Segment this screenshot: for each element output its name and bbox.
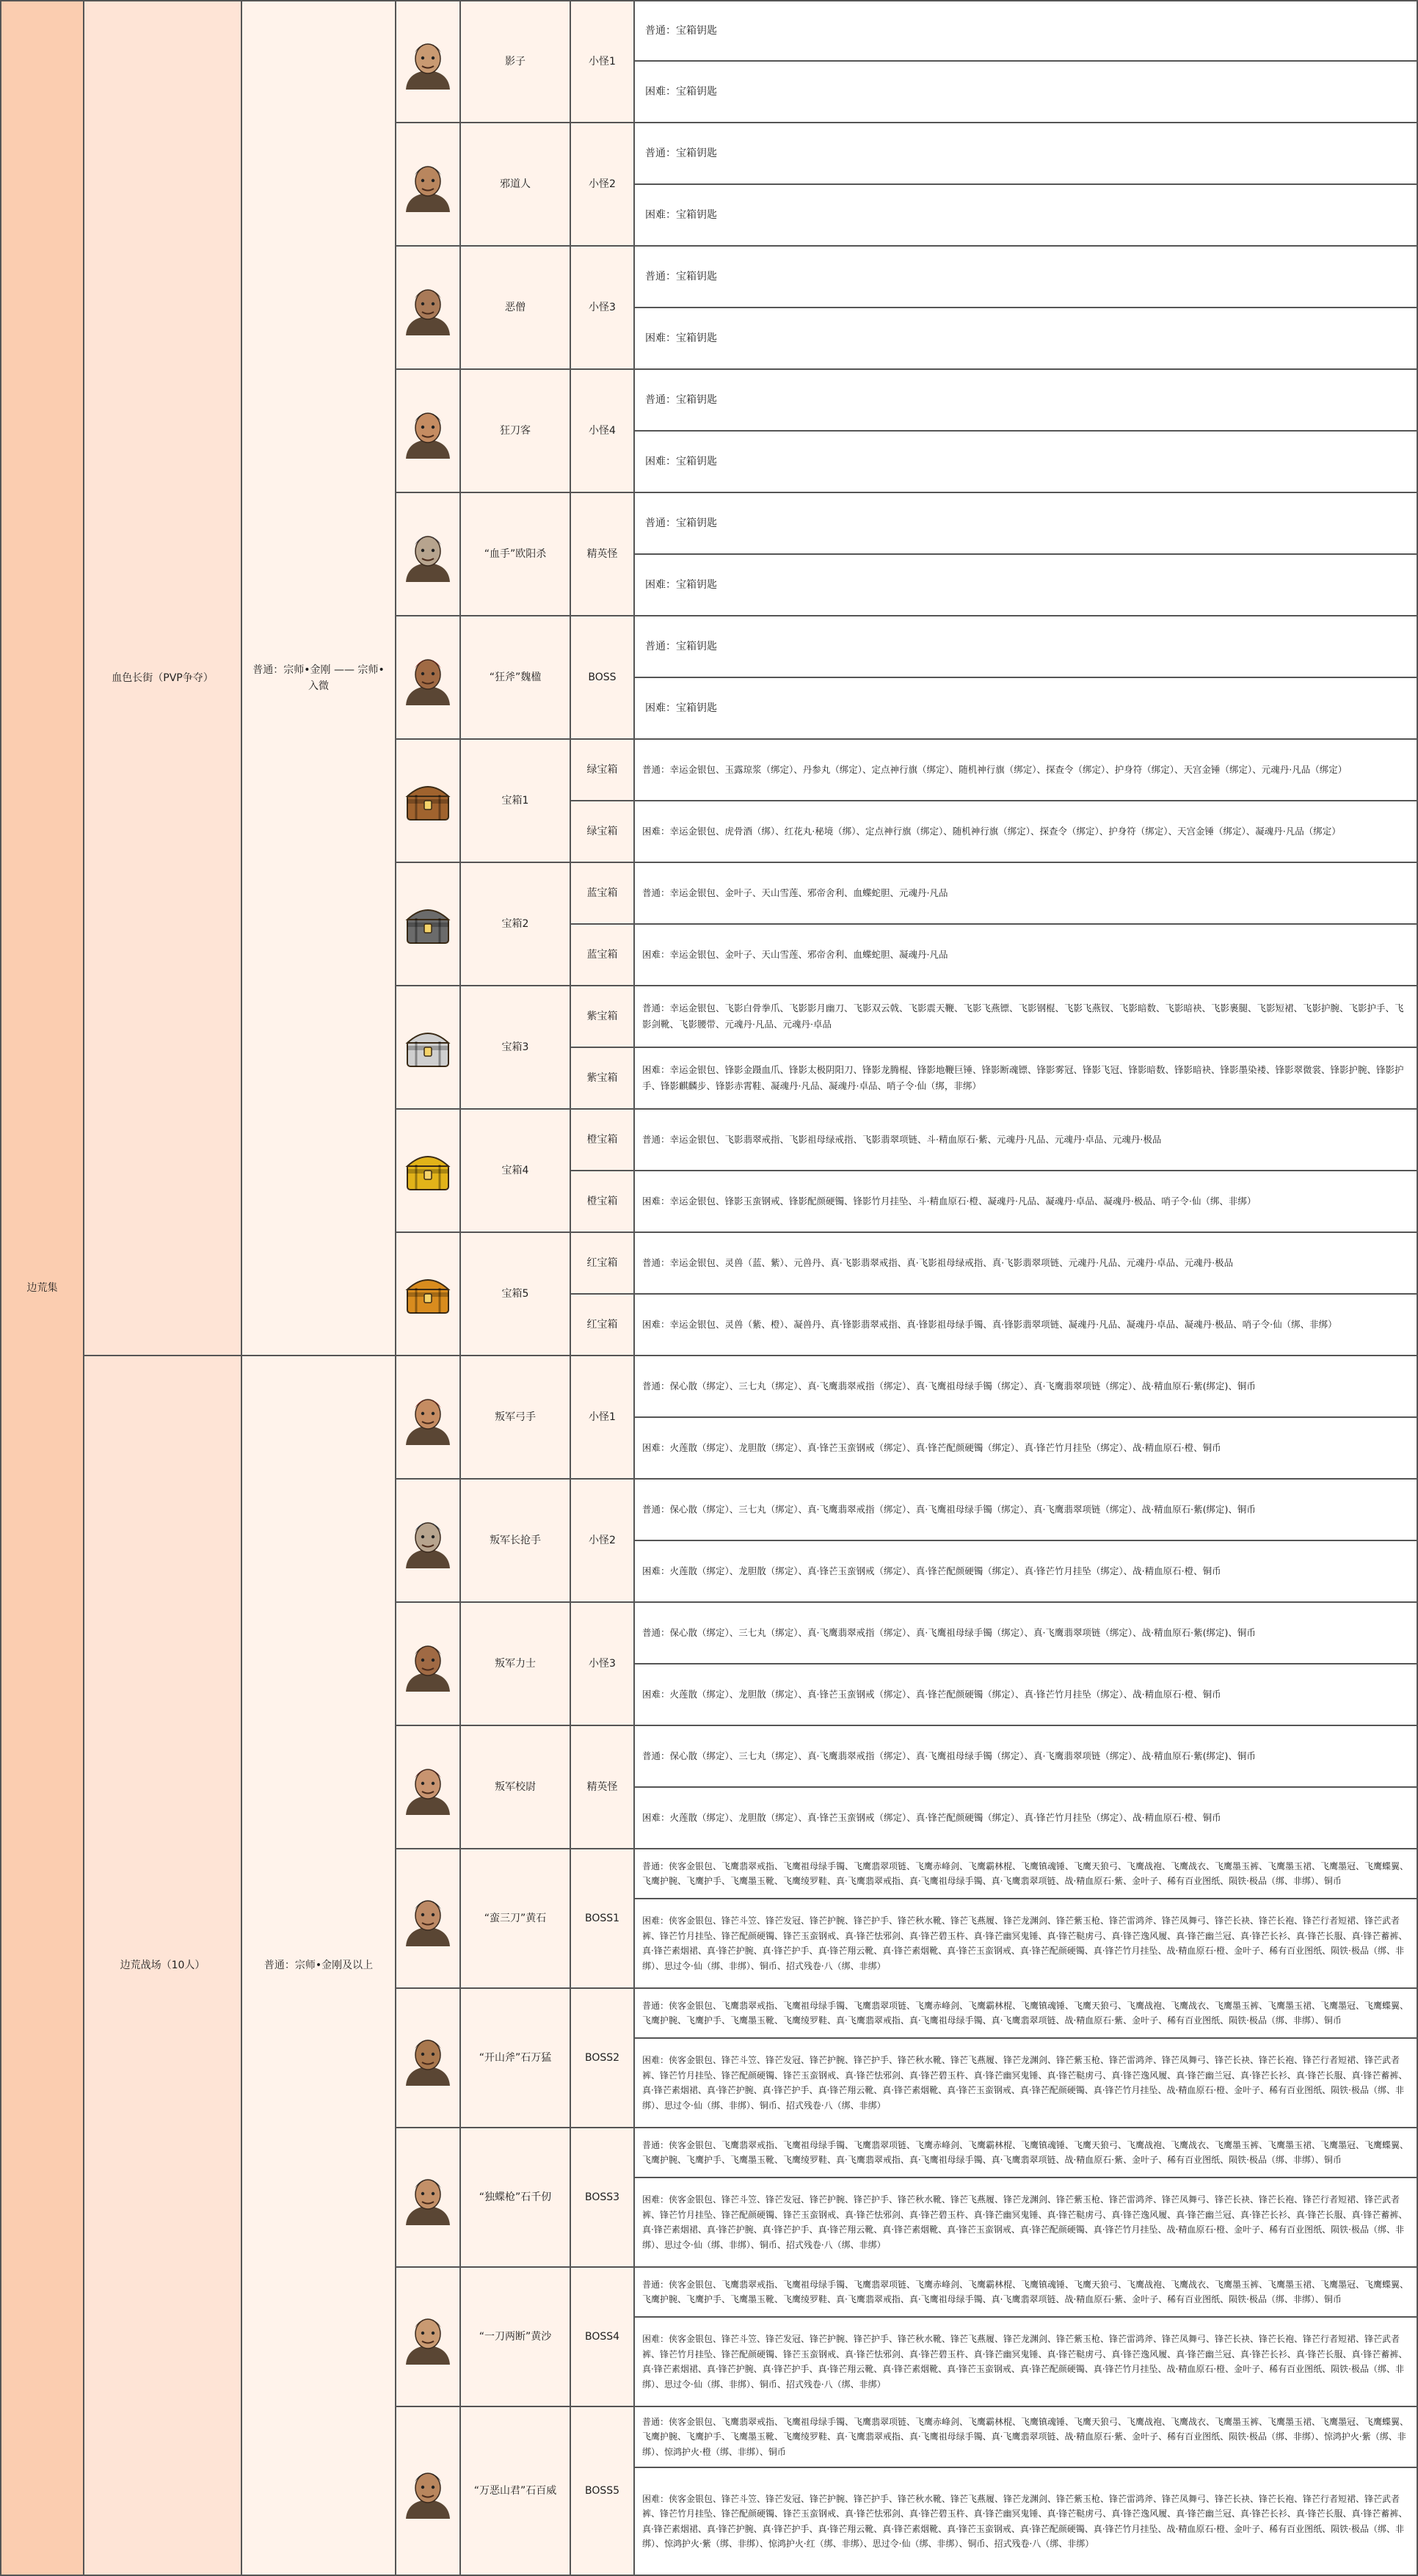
portrait-cell (396, 0, 461, 123)
portrait-cell (396, 370, 461, 493)
drop-hard-cell-text: 困难：侠客金银包、锋芒斗笠、锋芒发冠、锋芒护腕、锋芒护手、锋芒秋水靴、锋芒飞燕履、锋芒龙渊剑、锋芒紫玉枪、锋芒雷鸿斧、锋芒凤舞弓、锋芒长袂、锋芒长袍、锋芒行者短裙、锋芒武者裤、锋芒竹月挂坠、锋芒配颜硬镯、锋芒玉蛮钢戒、真·锋芒怯邪剑、真·锋芒碧玉杵、真·锋芒幽冥鬼锤、真·锋芒鞑虏弓、真·锋芒逸风履、真·锋芒幽兰冠、真·锋芒长衫、真·锋芒长服、真·锋芒蓄裤、真·锋芒素烟裙、真·锋芒护腕、真·锋芒护手、真·锋芒翔云靴、真·锋芒素烟靴、真·锋芒玉蛮钢戒、真·锋芒配颜硬镯、真·锋芒竹月挂坠、战·精血原石·橙、金叶子、稀有百业图纸、陨铁·极品（绑、非绑）、思过令·仙（绑、非绑）、铜币、招式残卷·八（绑、非绑） (642, 2334, 1408, 2390)
drop-normal-cell-text: 普通：侠客金银包、飞鹰翡翠戒指、飞鹰祖母绿手镯、飞鹰翡翠项链、飞鹰赤峰剑、飞鹰霸林棍、飞鹰镇魂锤、飞鹰天狼弓、飞鹰战袍、飞鹰战衣、飞鹰墨玉裤、飞鹰墨玉裙、飞鹰墨冠、飞鹰蝶翼、飞鹰护腕、飞鹰护手、飞鹰墨玉靴、飞鹰绫罗鞋、真·飞鹰翡翠戒指、真·飞鹰祖母绿手镯、真·飞鹰翡翠项链、战·精血原石·紫、金叶子、稀有百业图纸、陨铁·极品（绑、非绑）、铜币 (642, 1860, 1409, 1886)
portrait-cell (396, 1603, 461, 1726)
drop-hard-cell-text: 困难：火莲散（绑定）、龙胆散（绑定）、真·锋芒玉蛮钢戒（绑定）、真·锋芒配颜硬镯（绑定）、真·锋芒竹月挂坠（绑定）、战·精血原石·橙、铜币 (642, 1442, 1221, 1453)
drop-normal-cell (635, 616, 1418, 678)
boss5-portrait (400, 2463, 456, 2519)
enemy-type-cell (571, 1989, 635, 2128)
enemy-name-cell (461, 0, 571, 123)
drop-normal-cell (635, 1480, 1418, 1541)
drop-normal-cell (635, 2128, 1418, 2178)
portrait-cell (396, 1989, 461, 2128)
portrait-cell (396, 247, 461, 370)
enemy-type-cell-text: 小怪2 (589, 178, 616, 190)
boss2-portrait (400, 2030, 456, 2086)
chest-name-cell (461, 863, 571, 986)
chest-type-cell (571, 1295, 635, 1356)
enemy-name-cell-text: “一刀两断”黄沙 (479, 2331, 552, 2343)
chest-name-cell (461, 986, 571, 1110)
drop-normal-cell (635, 0, 1418, 62)
enemy-type-cell-text: 精英怪 (586, 1781, 618, 1793)
portrait-cell (396, 2268, 461, 2407)
enemy-type-cell (571, 1603, 635, 1726)
zone-name-cell (84, 1356, 242, 2576)
drop-hard-cell (635, 1048, 1418, 1110)
zone-difficulty-cell (242, 1356, 396, 2576)
drop-normal-cell (635, 370, 1418, 432)
drop-hard-cell-text: 困难：宝箱钥匙 (645, 702, 717, 714)
drop-normal-cell (635, 247, 1418, 308)
enemy-name-cell (461, 1603, 571, 1726)
enemy-name-cell-text: 邪道人 (500, 178, 531, 190)
drop-hard-cell-text: 困难：幸运金银包、锋影金蹑血爪、锋影太极阴阳刀、锋影龙腾棍、锋影地鞭巨锤、锋影断魂镖、锋影雾冠、锋影飞冠、锋影暗数、锋影暗袂、锋影墨染褛、锋影翠微裳、锋影护腕、锋影护手、锋影麒麟步、锋影赤霄鞋、凝魂丹·凡品、凝魂丹·卓品、哨子令·仙（绑，非绑） (642, 1064, 1404, 1091)
enemy-name-cell-text: 叛军长抢手 (490, 1535, 541, 1546)
enemy-type-cell (571, 1356, 635, 1480)
enemy-type-cell (571, 493, 635, 616)
elite-portrait (400, 526, 456, 582)
drop-normal-cell (635, 1356, 1418, 1418)
enemy-type-cell (571, 1849, 635, 1989)
chest-type-cell (571, 801, 635, 863)
drop-normal-cell-text: 普通：幸运金银包、金叶子、天山雪莲、邪帝舍利、血蝶蛇胆、元魂丹·凡品 (642, 887, 948, 898)
drop-hard-cell (635, 2178, 1418, 2268)
drop-hard-cell (635, 308, 1418, 370)
chest-name-cell-text: 宝箱3 (501, 1041, 529, 1053)
boss-portrait (400, 650, 456, 705)
drop-hard-cell-text: 困难：侠客金银包、锋芒斗笠、锋芒发冠、锋芒护腕、锋芒护手、锋芒秋水靴、锋芒飞燕履、锋芒龙渊剑、锋芒紫玉枪、锋芒雷鸿斧、锋芒凤舞弓、锋芒长袂、锋芒长袍、锋芒行者短裙、锋芒武者裤、锋芒竹月挂坠、锋芒配颜硬镯、锋芒玉蛮钢戒、真·锋芒怯邪剑、真·锋芒碧玉杵、真·锋芒幽冥鬼锤、真·锋芒鞑虏弓、真·锋芒逸风履、真·锋芒幽兰冠、真·锋芒长衫、真·锋芒长服、真·锋芒蓄裤、真·锋芒素烟裙、真·锋芒护腕、真·锋芒护手、真·锋芒翔云靴、真·锋芒素烟靴、真·锋芒玉蛮钢戒、真·锋芒配颜硬镯、真·锋芒竹月挂坠、战·精血原石·橙、金叶子、稀有百业图纸、陨铁·极品（绑、非绑）、思过令·仙（绑、非绑）、铜币、招式残卷·八（绑、非绑） (642, 2055, 1408, 2111)
chest-icon-cell (396, 1110, 461, 1233)
drop-normal-cell-text: 普通：宝箱钥匙 (645, 394, 717, 406)
enemy-type-cell-text: 小怪3 (589, 302, 616, 313)
enemy-type-cell-text: 小怪1 (589, 1411, 616, 1423)
portrait-cell (396, 493, 461, 616)
chest-name-cell-text: 宝箱5 (501, 1288, 529, 1300)
drop-hard-cell-text: 困难：幸运金银包、金叶子、天山雪莲、邪帝舍利、血蝶蛇胆、凝魂丹·凡品 (642, 949, 948, 960)
enemy-name-cell-text: 叛军校尉 (495, 1781, 536, 1793)
enemy-name-cell-text: 叛军力士 (495, 1658, 536, 1670)
portrait-cell (396, 616, 461, 740)
ornate-chest-icon (400, 1266, 456, 1322)
drop-hard-cell (635, 2318, 1418, 2407)
enemy-type-cell (571, 2128, 635, 2268)
monk-portrait (400, 280, 456, 335)
chest-type-cell-text: 橙宝箱 (586, 1196, 618, 1207)
chest-type-cell-text: 红宝箱 (586, 1257, 618, 1269)
enemy-name-cell (461, 616, 571, 740)
drop-normal-cell-text: 普通：保心散（绑定）、三七丸（绑定）、真·飞鹰翡翠戒指（绑定）、真·飞鹰祖母绿手镯（绑定）、真·飞鹰翡翠项链（绑定）、战·精血原石·紫(绑定)、铜币 (642, 1627, 1256, 1638)
drop-normal-cell-text: 普通：宝箱钥匙 (645, 25, 717, 37)
chest-type-cell (571, 863, 635, 925)
portrait-cell (396, 1726, 461, 1849)
enemy-name-cell (461, 1989, 571, 2128)
enemy-name-cell (461, 247, 571, 370)
enemy-name-cell (461, 1356, 571, 1480)
drop-normal-cell-text: 普通：侠客金银包、飞鹰翡翠戒指、飞鹰祖母绿手镯、飞鹰翡翠项链、飞鹰赤峰剑、飞鹰霸林棍、飞鹰镇魂锤、飞鹰天狼弓、飞鹰战袍、飞鹰战衣、飞鹰墨玉裤、飞鹰墨玉裙、飞鹰墨冠、飞鹰蝶翼、飞鹰护腕、飞鹰护手、飞鹰墨玉靴、飞鹰绫罗鞋、真·飞鹰翡翠戒指、真·飞鹰祖母绿手镯、真·飞鹰翡翠项链、战·精血原石·紫、金叶子、稀有百业图纸、陨铁·极品（绑、非绑）、铜币 (642, 2279, 1409, 2304)
portrait-cell (396, 123, 461, 247)
drop-hard-cell-text: 困难：侠客金银包、锋芒斗笠、锋芒发冠、锋芒护腕、锋芒护手、锋芒秋水靴、锋芒飞燕履、锋芒龙渊剑、锋芒紫玉枪、锋芒雷鸿斧、锋芒凤舞弓、锋芒长袂、锋芒长袍、锋芒行者短裙、锋芒武者裤、锋芒竹月挂坠、锋芒配颜硬镯、锋芒玉蛮钢戒、真·锋芒怯邪剑、真·锋芒碧玉杵、真·锋芒幽冥鬼锤、真·锋芒鞑虏弓、真·锋芒逸风履、真·锋芒幽兰冠、真·锋芒长衫、真·锋芒长服、真·锋芒蓄裤、真·锋芒素烟裙、真·锋芒护腕、真·锋芒护手、真·锋芒翔云靴、真·锋芒素烟靴、真·锋芒玉蛮钢戒、真·锋芒配颜硬镯、真·锋芒竹月挂坠、战·精血原石·橙、金叶子、稀有百业图纸、陨铁·极品（绑、非绑）、惊鸿护火·紫（绑、非绑）、惊鸿护火·红（绑、非绑）、思过令·仙（绑、非绑）、铜币、招式残卷·八（绑、非绑） (642, 2493, 1408, 2549)
region-cell (0, 0, 84, 2576)
zone-difficulty-cell-text: 普通：宗师•金刚及以上 (263, 1960, 374, 1971)
enemy-type-cell (571, 0, 635, 123)
drop-hard-cell-text: 困难：幸运金银包、虎骨酒（绑）、红花丸·秘境（绑）、定点神行旗（绑定）、随机神行旗（绑定）、探查令（绑定）、护身符（绑定）、天宫金锤（绑定）、凝魂丹·凡品（绑定） (642, 826, 1341, 837)
drop-normal-cell-text: 普通：幸运金银包、灵兽（蓝、紫）、元兽丹、真·飞影翡翠戒指、真·飞影祖母绿戒指、真·飞影翡翠项链、元魂丹·凡品、元魂丹·卓品、元魂丹·极品 (642, 1257, 1234, 1268)
enemy-type-cell-text: 小怪4 (589, 425, 616, 437)
drop-hard-cell-text: 困难：宝箱钥匙 (645, 209, 717, 221)
chest-name-cell-text: 宝箱2 (501, 918, 529, 930)
white-chest-icon (400, 1019, 456, 1075)
chest-icon-cell (396, 740, 461, 863)
chest-type-cell (571, 740, 635, 801)
enemy-name-cell-text: “蛮三刀”黄石 (484, 1913, 547, 1924)
drop-hard-cell (635, 432, 1418, 493)
wooden-chest-icon (400, 773, 456, 829)
enemy-type-cell-text: BOSS2 (584, 2052, 620, 2064)
drop-normal-cell (635, 740, 1418, 801)
drop-normal-cell (635, 863, 1418, 925)
chest-type-cell-text: 紫宝箱 (586, 1011, 618, 1022)
chest-name-cell-text: 宝箱1 (501, 795, 529, 807)
portrait-cell (396, 1849, 461, 1989)
enemy-name-cell-text: “万恶山君”石百威 (473, 2485, 557, 2497)
enemy-type-cell (571, 1726, 635, 1849)
taoist-portrait (400, 156, 456, 212)
enemy-type-cell (571, 2268, 635, 2407)
enemy-name-cell-text: 叛军弓手 (495, 1411, 536, 1423)
drop-hard-cell (635, 62, 1418, 123)
drop-normal-cell (635, 1233, 1418, 1295)
chest-type-cell-text: 红宝箱 (586, 1319, 618, 1331)
enemy-type-cell-text: 小怪1 (589, 56, 616, 68)
enemy-type-cell-text: 小怪3 (589, 1658, 616, 1670)
drop-normal-cell-text: 普通：保心散（绑定）、三七丸（绑定）、真·飞鹰翡翠戒指（绑定）、真·飞鹰祖母绿手镯（绑定）、真·飞鹰翡翠项链（绑定）、战·精血原石·紫(绑定)、铜币 (642, 1504, 1256, 1515)
chest-type-cell-text: 绿宝箱 (586, 764, 618, 776)
drop-hard-cell-text: 困难：宝箱钥匙 (645, 579, 717, 591)
drop-hard-cell-text: 困难：侠客金银包、锋芒斗笠、锋芒发冠、锋芒护腕、锋芒护手、锋芒秋水靴、锋芒飞燕履、锋芒龙渊剑、锋芒紫玉枪、锋芒雷鸿斧、锋芒凤舞弓、锋芒长袂、锋芒长袍、锋芒行者短裙、锋芒武者裤、锋芒竹月挂坠、锋芒配颜硬镯、锋芒玉蛮钢戒、真·锋芒怯邪剑、真·锋芒碧玉杵、真·锋芒幽冥鬼锤、真·锋芒鞑虏弓、真·锋芒逸风履、真·锋芒幽兰冠、真·锋芒长衫、真·锋芒长服、真·锋芒蓄裤、真·锋芒素烟裙、真·锋芒护腕、真·锋芒护手、真·锋芒翔云靴、真·锋芒素烟靴、真·锋芒玉蛮钢戒、真·锋芒配颜硬镯、真·锋芒竹月挂坠、战·精血原石·橙、金叶子、稀有百业图纸、陨铁·极品（绑、非绑）、思过令·仙（绑、非绑）、铜币、招式残卷·八（绑、非绑） (642, 2194, 1408, 2250)
enemy-name-cell (461, 1480, 571, 1603)
chest-name-cell-text: 宝箱4 (501, 1165, 529, 1176)
chest-type-cell-text: 蓝宝箱 (586, 887, 618, 899)
drop-hard-cell-text: 困难：火莲散（绑定）、龙胆散（绑定）、真·锋芒玉蛮钢戒（绑定）、真·锋芒配颜硬镯（绑定）、真·锋芒竹月挂坠（绑定）、战·精血原石·橙、铜币 (642, 1689, 1221, 1700)
drop-hard-cell-text: 困难：宝箱钥匙 (645, 86, 717, 98)
drop-hard-cell (635, 2039, 1418, 2128)
drop-hard-cell (635, 801, 1418, 863)
drop-normal-cell-text: 普通：幸运金银包、飞影翡翠戒指、飞影祖母绿戒指、飞影翡翠项链、斗·精血原石·紫、元魂丹·凡品、元魂丹·卓品、元魂丹·极品 (642, 1134, 1162, 1145)
chest-type-cell (571, 1171, 635, 1233)
drop-normal-cell (635, 493, 1418, 555)
drop-normal-cell-text: 普通：宝箱钥匙 (645, 641, 717, 652)
enemy-name-cell (461, 2128, 571, 2268)
drop-normal-cell-text: 普通：保心散（绑定）、三七丸（绑定）、真·飞鹰翡翠戒指（绑定）、真·飞鹰祖母绿手镯（绑定）、真·飞鹰翡翠项链（绑定）、战·精血原石·紫(绑定)、铜币 (642, 1750, 1256, 1761)
enemy-type-cell-text: 小怪2 (589, 1535, 616, 1546)
drop-normal-cell (635, 1849, 1418, 1899)
enemy-type-cell (571, 1480, 635, 1603)
drop-normal-cell-text: 普通：侠客金银包、飞鹰翡翠戒指、飞鹰祖母绿手镯、飞鹰翡翠项链、飞鹰赤峰剑、飞鹰霸林棍、飞鹰镇魂锤、飞鹰天狼弓、飞鹰战袍、飞鹰战衣、飞鹰墨玉裤、飞鹰墨玉裙、飞鹰墨冠、飞鹰蝶翼、飞鹰护腕、飞鹰护手、飞鹰墨玉靴、飞鹰绫罗鞋、真·飞鹰翡翠戒指、真·飞鹰祖母绿手镯、真·飞鹰翡翠项链、战·精血原石·紫、金叶子、稀有百业图纸、陨铁·极品（绑、非绑）、铜币 (642, 2139, 1409, 2165)
drop-normal-cell-text: 普通：幸运金银包、玉露琼浆（绑定）、丹参丸（绑定）、定点神行旗（绑定）、随机神行旗（绑定）、探查令（绑定）、护身符（绑定）、天宫金锤（绑定）、元魂丹·凡品（绑定） (642, 764, 1348, 775)
enemy-name-cell-text: “开山斧”石万猛 (479, 2052, 552, 2064)
drop-hard-cell (635, 1295, 1418, 1356)
drop-normal-cell-text: 普通：保心散（绑定）、三七丸（绑定）、真·飞鹰翡翠戒指（绑定）、真·飞鹰祖母绿手镯（绑定）、真·飞鹰翡翠项链（绑定）、战·精血原石·紫(绑定)、铜币 (642, 1380, 1256, 1391)
enemy-type-cell-text: BOSS5 (584, 2485, 620, 2497)
chest-type-cell-text: 紫宝箱 (586, 1072, 618, 1084)
chest-type-cell-text: 橙宝箱 (586, 1134, 618, 1146)
boss4-portrait (400, 2309, 456, 2365)
drop-normal-cell (635, 2268, 1418, 2318)
drop-hard-cell (635, 678, 1418, 740)
drop-hard-cell-text: 困难：宝箱钥匙 (645, 456, 717, 467)
drop-hard-cell-text: 困难：火莲散（绑定）、龙胆散（绑定）、真·锋芒玉蛮钢戒（绑定）、真·锋芒配颜硬镯（绑定）、真·锋芒竹月挂坠（绑定）、战·精血原石·橙、铜币 (642, 1812, 1221, 1823)
drop-hard-cell (635, 2468, 1418, 2576)
drop-hard-cell (635, 185, 1418, 247)
chest-icon-cell (396, 863, 461, 986)
enemy-name-cell (461, 1849, 571, 1989)
silver-chest-icon (400, 896, 456, 952)
enemy-type-cell-text: BOSS1 (584, 1913, 620, 1924)
portrait-cell (396, 1356, 461, 1480)
chest-type-cell (571, 986, 635, 1048)
portrait-cell (396, 2128, 461, 2268)
drop-normal-cell-text: 普通：侠客金银包、飞鹰翡翠戒指、飞鹰祖母绿手镯、飞鹰翡翠项链、飞鹰赤峰剑、飞鹰霸林棍、飞鹰镇魂锤、飞鹰天狼弓、飞鹰战袍、飞鹰战衣、飞鹰墨玉裤、飞鹰墨玉裙、飞鹰墨冠、飞鹰蝶翼、飞鹰护腕、飞鹰护手、飞鹰墨玉靴、飞鹰绫罗鞋、真·飞鹰翡翠戒指、真·飞鹰祖母绿手镯、真·飞鹰翡翠项链、战·精血原石·紫、金叶子、稀有百业图纸、陨铁·极品（绑、非绑）、铜币 (642, 2000, 1409, 2026)
drop-normal-cell (635, 1603, 1418, 1664)
enemy-type-cell-text: BOSS (588, 672, 617, 683)
region-cell-text: 边荒集 (26, 1282, 58, 1294)
archer-portrait (400, 1389, 456, 1445)
portrait-cell (396, 1480, 461, 1603)
drop-normal-cell (635, 2407, 1418, 2468)
drop-normal-cell (635, 1110, 1418, 1171)
enemy-name-cell (461, 370, 571, 493)
enemy-type-cell (571, 247, 635, 370)
chest-name-cell (461, 1233, 571, 1356)
gold-chest-icon (400, 1143, 456, 1198)
enemy-name-cell (461, 493, 571, 616)
enemy-name-cell-text: 影子 (505, 56, 526, 68)
spearman-portrait (400, 1513, 456, 1568)
enemy-type-cell-text: BOSS3 (584, 2191, 620, 2203)
drop-hard-cell (635, 1788, 1418, 1849)
drop-hard-cell-text: 困难：火莲散（绑定）、龙胆散（绑定）、真·锋芒玉蛮钢戒（绑定）、真·锋芒配颜硬镯（绑定）、真·锋芒竹月挂坠（绑定）、战·精血原石·橙、铜币 (642, 1565, 1221, 1576)
chest-type-cell (571, 1110, 635, 1171)
enemy-type-cell (571, 370, 635, 493)
drop-hard-cell-text: 困难：侠客金银包、锋芒斗笠、锋芒发冠、锋芒护腕、锋芒护手、锋芒秋水靴、锋芒飞燕履、锋芒龙渊剑、锋芒紫玉枪、锋芒雷鸿斧、锋芒凤舞弓、锋芒长袂、锋芒长袍、锋芒行者短裙、锋芒武者裤、锋芒竹月挂坠、锋芒配颜硬镯、锋芒玉蛮钢戒、真·锋芒怯邪剑、真·锋芒碧玉杵、真·锋芒幽冥鬼锤、真·锋芒鞑虏弓、真·锋芒逸风履、真·锋芒幽兰冠、真·锋芒长衫、真·锋芒长服、真·锋芒蓄裤、真·锋芒素烟裙、真·锋芒护腕、真·锋芒护手、真·锋芒翔云靴、真·锋芒素烟靴、真·锋芒玉蛮钢戒、真·锋芒配颜硬镯、真·锋芒竹月挂坠、战·精血原石·橙、金叶子、稀有百业图纸、陨铁·极品（绑、非绑）、思过令·仙（绑、非绑）、铜币、招式残卷·八（绑、非绑） (642, 1915, 1408, 1971)
drop-hard-cell (635, 1171, 1418, 1233)
swordsman-portrait (400, 403, 456, 459)
drop-hard-cell (635, 555, 1418, 616)
drop-hard-cell (635, 1541, 1418, 1603)
drop-hard-cell (635, 925, 1418, 986)
enemy-type-cell-text: 精英怪 (586, 548, 618, 560)
enemy-type-cell (571, 2407, 635, 2576)
drop-hard-cell (635, 1899, 1418, 1989)
enemy-name-cell-text: 恶僧 (505, 302, 526, 313)
drop-hard-cell-text: 困难：幸运金银包、锋影玉蛮钢戒、锋影配颜硬镯、锋影竹月挂坠、斗·精血原石·橙、凝魂丹·凡品、凝魂丹·卓品、凝魂丹·极品、哨子令·仙（绑、非绑） (642, 1196, 1257, 1207)
chest-name-cell (461, 1110, 571, 1233)
enemy-type-cell-text: BOSS4 (584, 2331, 620, 2343)
zone-name-cell-text: 血色长街（PVP争夺） (112, 672, 214, 684)
drop-normal-cell-text: 普通：幸运金银包、飞影白骨拳爪、飞影影月幽刀、飞影双云戟、飞影震天鞭、飞影飞燕镖、飞影钢棍、飞影飞燕钗、飞影暗数、飞影暗袂、飞影裹腿、飞影短裙、飞影护腕、飞影护手、飞影剑靴、飞影腰带、元魂丹·凡品、元魂丹·卓品 (642, 1003, 1404, 1030)
boss1-portrait (400, 1891, 456, 1946)
chest-type-cell (571, 1233, 635, 1295)
enemy-name-cell (461, 2268, 571, 2407)
zone-difficulty-cell-text: 普通：宗师•金刚 —— 宗师•入微 (252, 664, 385, 692)
zone-name-cell (84, 0, 242, 1356)
enemy-name-cell (461, 2407, 571, 2576)
portrait-cell (396, 2407, 461, 2576)
enemy-name-cell-text: “血手”欧阳杀 (484, 548, 547, 560)
drop-hard-cell (635, 1664, 1418, 1726)
drop-normal-cell (635, 986, 1418, 1048)
drop-hard-cell-text: 困难：宝箱钥匙 (645, 332, 717, 344)
chest-type-cell (571, 1048, 635, 1110)
enemy-name-cell (461, 1726, 571, 1849)
bandit-portrait (400, 34, 456, 90)
zone-name-cell-text: 边荒战场（10人） (120, 1960, 206, 1971)
enemy-name-cell-text: “独蝶枪”石千仞 (479, 2191, 552, 2203)
drop-normal-cell-text: 普通：侠客金银包、飞鹰翡翠戒指、飞鹰祖母绿手镯、飞鹰翡翠项链、飞鹰赤峰剑、飞鹰霸林棍、飞鹰镇魂锤、飞鹰天狼弓、飞鹰战袍、飞鹰战衣、飞鹰墨玉裤、飞鹰墨玉裙、飞鹰墨冠、飞鹰蝶翼、飞鹰护腕、飞鹰护手、飞鹰墨玉靴、飞鹰绫罗鞋、真·飞鹰翡翠戒指、真·飞鹰祖母绿手镯、真·飞鹰翡翠项链、战·精血原石·紫、金叶子、稀有百业图纸、陨铁·极品（绑、非绑）、惊鸿护火·紫（绑、非绑）、惊鸿护火·橙（绑、非绑）、铜币 (642, 2416, 1409, 2457)
brute-portrait (400, 1636, 456, 1692)
drop-normal-cell (635, 1989, 1418, 2039)
enemy-type-cell (571, 616, 635, 740)
chest-type-cell-text: 蓝宝箱 (586, 949, 618, 961)
chest-name-cell (461, 740, 571, 863)
enemy-name-cell-text: “狂斧”魏楹 (489, 672, 542, 683)
enemy-type-cell (571, 123, 635, 247)
drop-normal-cell-text: 普通：宝箱钥匙 (645, 271, 717, 283)
chest-icon-cell (396, 1233, 461, 1356)
drop-normal-cell (635, 1726, 1418, 1788)
drop-normal-cell-text: 普通：宝箱钥匙 (645, 148, 717, 159)
drop-normal-cell-text: 普通：宝箱钥匙 (645, 517, 717, 529)
drop-normal-cell (635, 123, 1418, 185)
enemy-name-cell (461, 123, 571, 247)
drop-hard-cell (635, 1418, 1418, 1480)
drop-hard-cell-text: 困难：幸运金银包、灵兽（紫、橙）、凝兽丹、真·锋影翡翠戒指、真·锋影祖母绿手镯、真·锋影翡翠项链、凝魂丹·凡品、凝魂丹·卓品、凝魂丹·极品、哨子令·仙（绑、非绑） (642, 1319, 1337, 1330)
boss3-portrait (400, 2169, 456, 2225)
captain-portrait (400, 1759, 456, 1815)
chest-type-cell-text: 绿宝箱 (586, 826, 618, 837)
chest-type-cell (571, 925, 635, 986)
enemy-name-cell-text: 狂刀客 (500, 425, 531, 437)
zone-difficulty-cell (242, 0, 396, 1356)
chest-icon-cell (396, 986, 461, 1110)
